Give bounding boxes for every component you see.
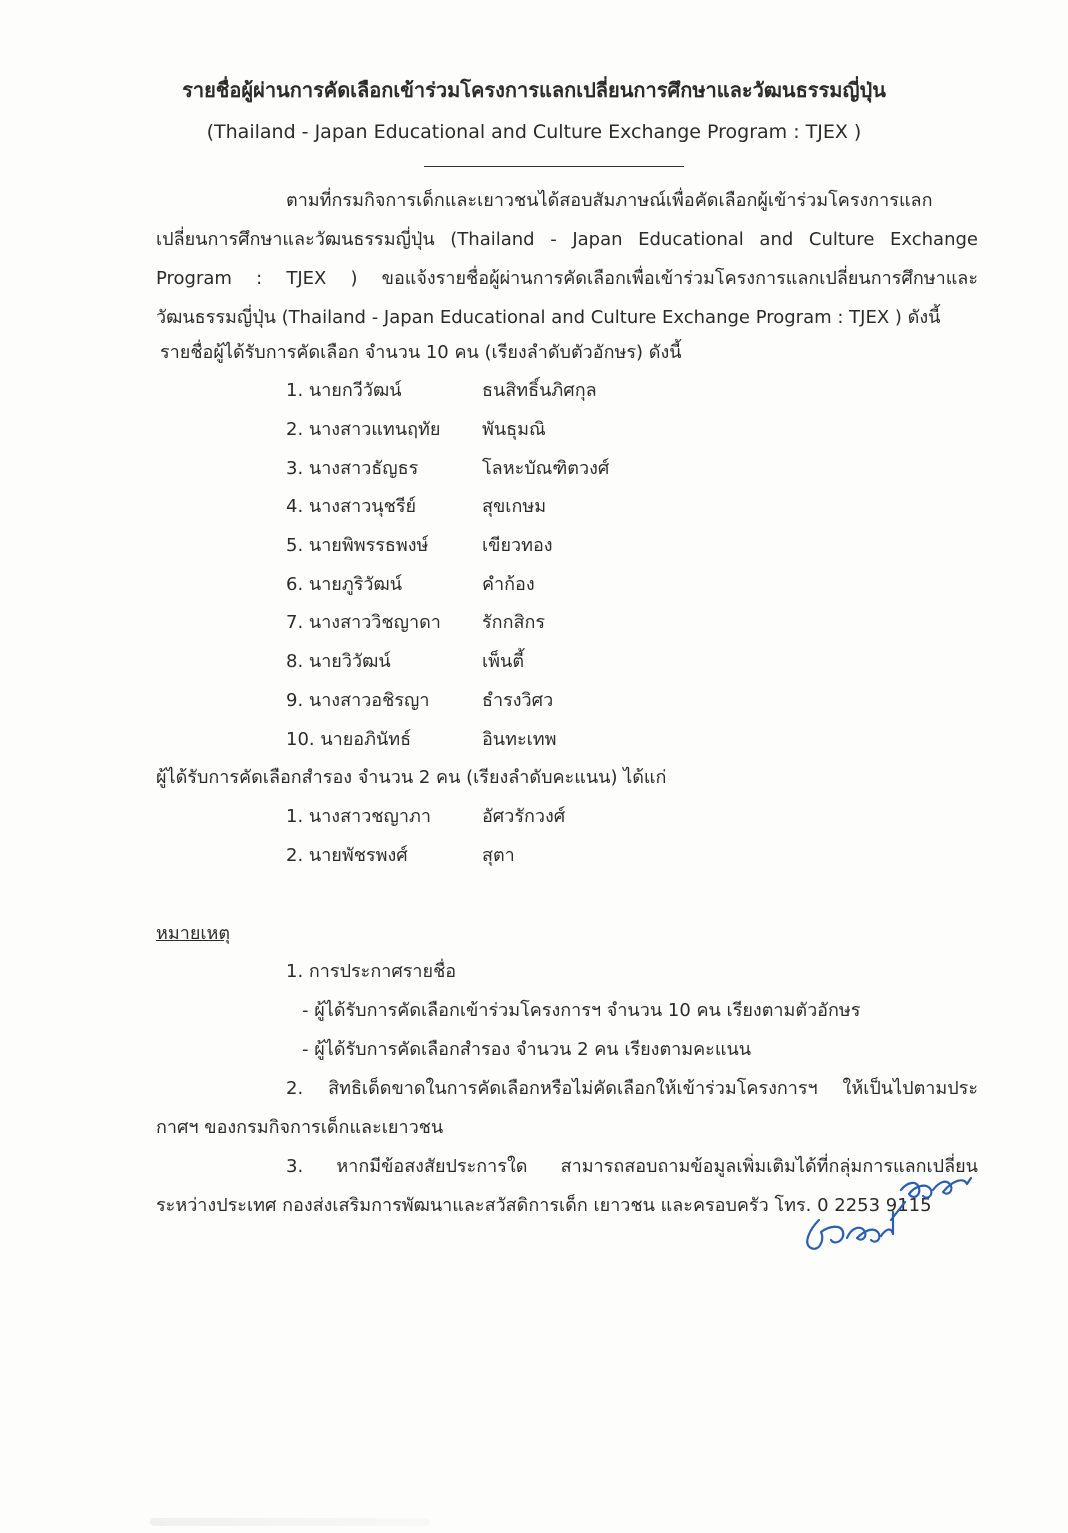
first-name: 4. นางสาวนุชรีย์ — [286, 496, 417, 517]
first-name: 1. นางสาวชญาภา — [286, 806, 431, 827]
first-name: 1. นายกวีวัฒน์ — [286, 380, 402, 401]
scan-smudge — [150, 1518, 430, 1526]
last-name: ธนสิทธิ์นภิศกุล — [482, 380, 597, 401]
last-name: โลหะบัณฑิตวงศ์ — [482, 458, 610, 479]
last-name: ธำรงวิศว — [482, 690, 554, 711]
last-name: เขียวทอง — [482, 535, 553, 556]
note-1a: - ผู้ได้รับการคัดเลือกเข้าร่วมโครงการฯ จำนวน 10 คน เรียงตามตัวอักษร — [302, 1000, 861, 1021]
first-name: 8. นายวิวัฒน์ — [286, 651, 391, 672]
note-2: 2. สิทธิเด็ดขาดในการคัดเลือกหรือไม่คัดเลือกให้เข้าร่วมโครงการฯ ให้เป็นไปตามประกาศฯ ของกรมกิจการเด็กและเยาวชน — [156, 1078, 978, 1138]
first-name: 10. นายอภินัทธ์ — [286, 729, 412, 750]
last-name: สุตา — [482, 845, 515, 866]
first-name: 2. นายพัชรพงศ์ — [286, 845, 408, 866]
first-name: 9. นางสาวอชิรญา — [286, 690, 430, 711]
handwritten-signature — [795, 1160, 985, 1260]
last-name: เพ็นตี้ — [482, 651, 525, 672]
first-name: 2. นางสาวแทนฤทัย — [286, 419, 441, 440]
last-name: อินทะเทพ — [482, 729, 557, 750]
last-name: สุขเกษม — [482, 496, 547, 517]
note-1b: - ผู้ได้รับการคัดเลือกสำรอง จำนวน 2 คน เรียงตามคะแนน — [302, 1039, 752, 1060]
document-title: รายชื่อผู้ผ่านการคัดเลือกเข้าร่วมโครงการแลกเปลี่ยนการศึกษาและวัฒนธรรมญี่ปุ่น — [182, 78, 886, 102]
last-name: พันธุมณิ — [482, 419, 546, 440]
note-1: 1. การประกาศรายชื่อ — [286, 961, 457, 982]
document-subtitle: (Thailand - Japan Educational and Culture Exchange Program : TJEX ) — [206, 121, 862, 143]
reserve-heading: ผู้ได้รับการคัดเลือกสำรอง จำนวน 2 คน (เรียงลำดับคะแนน) ได้แก่ — [156, 767, 667, 788]
first-name: 6. นายภูริวัฒน์ — [286, 574, 403, 595]
title-divider — [424, 166, 684, 167]
selected-heading: รายชื่อผู้ได้รับการคัดเลือก จำนวน 10 คน (เรียงลำดับตัวอักษร) ดังนี้ — [160, 342, 682, 363]
note-3: 3. หากมีข้อสงสัยประการใด สามารถสอบถามข้อมูลเพิ่มเติมได้ที่กลุ่มการแลกเปลี่ยนระหว่างประเทศ กองส่งเสริมการพัฒนาและสวัสดิการเด็ก เยาวชน และครอบครัว โทร. 0 2253 9115 — [156, 1156, 978, 1216]
intro-paragraph: ตามที่กรมกิจการเด็กและเยาวชนได้สอบสัมภาษณ์เพื่อคัดเลือกผู้เข้าร่วมโครงการแลกเปลี่ยนการศึกษาและวัฒนธรรมญี่ปุ่น (Thailand - Japan Educational and Culture Exchange Program : TJEX ) ขอแจ้งรายชื่อผู้ผ่านการคัดเลือกเพื่อเข้าร่วมโครงการแลกเปลี่ยนการศึกษาและวัฒนธรรมญี่ปุ่น (Thailand - Japan Educational and Culture Exchange Program : TJEX ) ดังนี้ — [156, 190, 978, 328]
notes-title: หมายเหตุ — [156, 923, 231, 944]
first-name: 7. นางสาววิชญาดา — [286, 612, 441, 633]
first-name: 3. นางสาวธัญธร — [286, 458, 419, 479]
last-name: คำก้อง — [482, 574, 535, 595]
last-name: รักกสิกร — [482, 612, 546, 633]
first-name: 5. นายพิพรรธพงษ์ — [286, 535, 429, 556]
last-name: อัศวรักวงศ์ — [482, 806, 566, 827]
